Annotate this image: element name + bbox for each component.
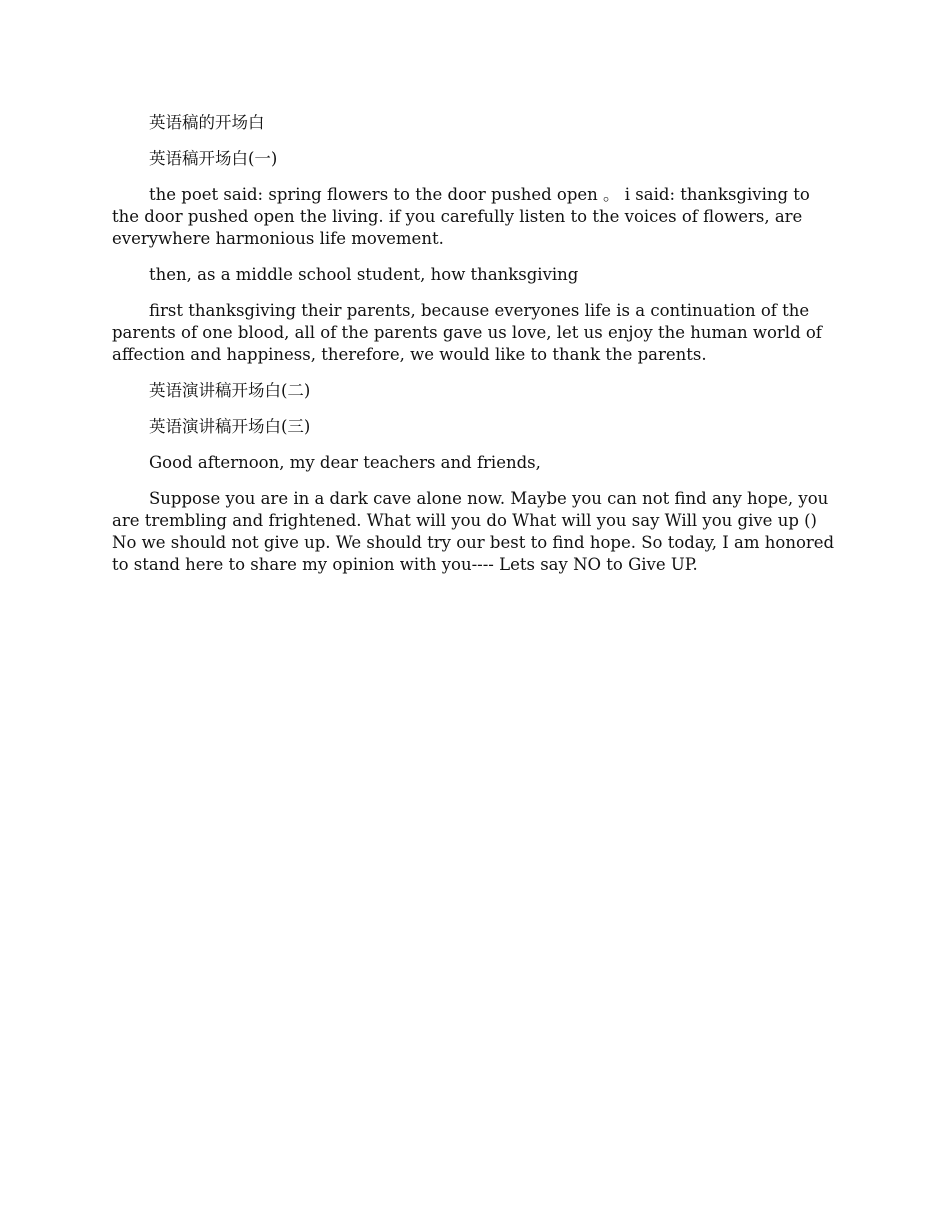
section-heading-three: 英语演讲稿开场白(三)	[149, 417, 311, 436]
section-heading-two: 英语演讲稿开场白(二)	[149, 381, 311, 400]
document-body	[112, 112, 838, 590]
paragraph-thank-parents: first thanksgiving their parents, because everyones life is a continuation of the parents of one blood, all of the parents gave us love, let us enjoy the human world of affection and happiness, therefore, we would like to thank the parents.	[112, 301, 822, 364]
document-title: 英语稿的开场白	[149, 113, 265, 132]
paragraph-middle-school: then, as a middle school student, how thanksgiving	[149, 265, 579, 284]
paragraph-dark-cave: Suppose you are in a dark cave alone now. Maybe you can not find any hope, you are trembling and frightened. What will you do What will you say Will you give up () No we should not give up. We should try our best to find hope. So today, I am honored to stand here to share my opinion with you---- Lets say NO to Give UP.	[112, 489, 835, 574]
paragraph-greeting: Good afternoon, my dear teachers and friends,	[149, 453, 541, 472]
section-heading-one: 英语稿开场白(一)	[149, 149, 278, 168]
paragraph-poet-said: the poet said: spring flowers to the door pushed open 。 i said: thanksgiving to the door pushed open the living. if you carefully listen to the voices of flowers, are everywhere harmonious life movement.	[112, 185, 810, 248]
